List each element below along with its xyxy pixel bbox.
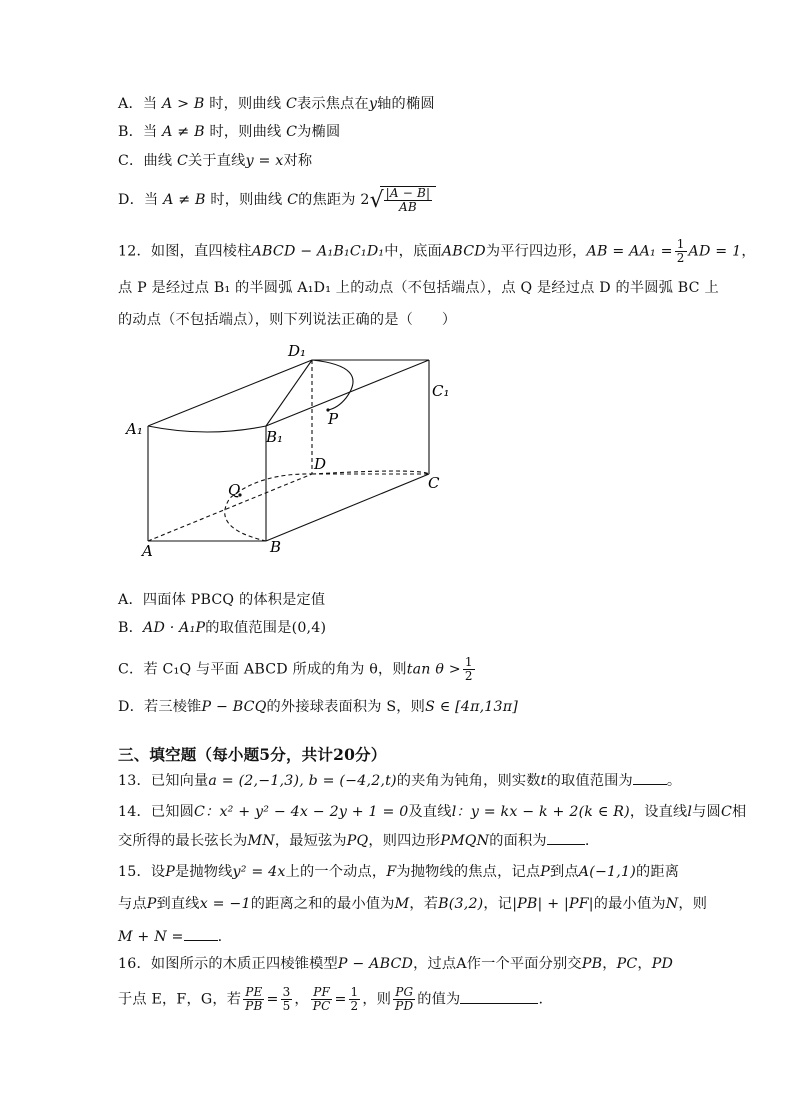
q11-a-tail: 轴的椭圆 (377, 96, 435, 112)
q15-l2h: B(3,2) (438, 896, 484, 912)
q16-d: PB (581, 956, 603, 972)
q11-option-c (118, 151, 312, 171)
q16-f: PC (616, 956, 638, 972)
q15-l2j: |PB| + |PF| (512, 896, 594, 912)
q14-l2b: MN (247, 833, 275, 849)
q12-b-prefix: B． (118, 620, 144, 636)
q16-frac-3-5 (281, 986, 293, 1013)
q11-c-math: y = x (245, 153, 284, 169)
q12-half (675, 238, 687, 265)
q16-frac-1-2 (349, 986, 361, 1013)
q12-option-a: A．四面体 PBCQ 的体积是定值 (118, 592, 326, 608)
q16-then: ，则 (362, 991, 392, 1008)
q16-1: 1 (350, 985, 359, 999)
q16-e: ， (602, 956, 617, 972)
q16-b: P − ABCD (337, 956, 414, 972)
q11-b-c: C (286, 124, 298, 140)
q11-d-den: AB (399, 200, 417, 214)
q15-point-a: A(−1,1) (578, 864, 636, 880)
q11-d-prefix: D．当 (118, 192, 159, 208)
label-a1: A₁ (126, 420, 143, 438)
q15-f: F (386, 864, 397, 880)
q15-g: 为抛物线的焦点，记点 (396, 864, 541, 880)
q13-e: 的取值范围为 (546, 773, 633, 789)
q16-eq1: = (266, 991, 279, 1008)
q15-l2c: 到直线 (156, 896, 200, 912)
q12-d-math: P − BCQ (201, 699, 267, 715)
q12-half-num: 1 (676, 237, 685, 251)
q15-parabola: y² = 4x (232, 864, 286, 880)
prism-figure (120, 338, 460, 560)
q11-a-math: A > B (161, 96, 205, 112)
q16-pd: PD (395, 999, 414, 1013)
q14-answer-blank[interactable] (547, 830, 585, 845)
q16-2: 2 (350, 999, 359, 1013)
q14-c: 及直线 (408, 804, 452, 820)
q16-line1 (118, 954, 673, 974)
q11-c-prefix: C．曲线 (118, 153, 173, 169)
q15-e: 上的一个动点， (285, 864, 387, 880)
q16-pb: PB (245, 999, 263, 1013)
q15-i: 到点 (550, 864, 579, 880)
q15-line3 (118, 926, 222, 947)
q12-l1h: AD = 1 (688, 243, 742, 260)
q11-b-prefix: B．当 (118, 124, 158, 140)
q13-answer-blank[interactable] (633, 770, 667, 785)
q16-pc: PC (312, 999, 331, 1013)
q14-l2c: ，最短弦为 (274, 833, 347, 849)
q11-option-a (118, 94, 435, 114)
arc-d1-p (312, 360, 353, 410)
q12-l1e: 为平行四边形， (485, 243, 587, 260)
q16-c: ，过点A作一个平面分别交 (413, 956, 582, 972)
q14-e: ，设直线 (629, 804, 688, 820)
q11-c-mid: 关于直线 (188, 153, 246, 169)
q16-comma: ， (294, 991, 309, 1008)
q14-l2h: . (584, 833, 590, 849)
q13-a: 13．已知向量 (118, 773, 209, 789)
q11-b-math: A ≠ B (162, 124, 205, 140)
q12-c-text: C．若 C₁Q 与平面 ABCD 所成的角为 θ，则 (118, 661, 407, 678)
q12-l1c: 中，底面 (384, 243, 442, 260)
q11-a-mid: 时，则曲线 (209, 96, 282, 112)
q11-d-coef: 2 (360, 192, 370, 208)
q16-pe: PE (243, 986, 264, 1000)
q16-eq2: = (334, 991, 347, 1008)
q11-c-c: C (176, 153, 188, 169)
q16-3: 3 (282, 985, 291, 999)
q12-line2: 点 P 是经过点 B₁ 的半圆弧 A₁D₁ 上的动点（不包括端点），点 Q 是经过点 D 的半圆弧 BC 上 (118, 280, 719, 296)
q12-d-mid: 的外接球表面积为 S，则 (266, 699, 426, 715)
q16-pf: PF (311, 986, 333, 1000)
q16-a: 16．如图所示的木质正四棱锥模型 (118, 956, 338, 972)
q11-a-end: 表示焦点在 (297, 96, 369, 112)
q15-c: 是抛物线 (174, 864, 233, 880)
q12-c-num: 1 (464, 655, 473, 669)
label-b1: B₁ (266, 428, 284, 446)
q11-b-mid: 时，则曲线 (209, 124, 282, 140)
q14-line1 (118, 802, 746, 822)
q16-g: ， (637, 956, 652, 972)
q11-d-math: A ≠ B (163, 192, 206, 208)
q11-d-num: |A − B| (385, 186, 431, 200)
q12-d-prefix: D．若三棱锥 (118, 699, 202, 715)
q12-b-math: AD · A₁P (143, 620, 206, 636)
q14-a: 14．已知圆 (118, 804, 195, 820)
q12-c-den: 2 (464, 669, 473, 683)
q14-i: 相 (732, 804, 747, 820)
q12-l1b: ABCD − A₁B₁C₁D₁ (251, 243, 385, 260)
q13-f: 。 (666, 773, 682, 789)
q15-l2e: 的距离之和的最小值为 (250, 896, 395, 912)
q12-half-den: 2 (676, 251, 685, 265)
label-b: B (270, 538, 282, 556)
q12-b-range: (0,4) (291, 620, 327, 636)
q14-line-eq: l：y = kx − k + 2(k ∈ R) (451, 804, 630, 820)
label-d: D (314, 455, 327, 473)
q12-c-frac (463, 656, 475, 683)
q15-l2l: N (665, 896, 679, 912)
q13-vectors: a = (2,−1,3), b = (−4,2,t) (208, 773, 397, 789)
q16-l2k: 的值为 (417, 991, 461, 1008)
q15-l2d: x = −1 (199, 896, 251, 912)
q16-pg: PG (393, 986, 415, 1000)
q14-h: C (720, 804, 732, 820)
q16-frac-pf-pc (311, 986, 333, 1013)
q11-c-tail: 对称 (283, 153, 313, 169)
q16-answer-blank[interactable] (460, 989, 538, 1004)
q11-d-mid: 时，则曲线 (210, 192, 283, 208)
label-c1: C₁ (432, 382, 450, 400)
q15-l2m: ，则 (678, 896, 708, 912)
edge-b-c (266, 474, 429, 541)
section-heading: 三、填空题（每小题5分，共计20分） (118, 745, 387, 764)
q14-l2f: PMQN (440, 833, 490, 849)
q11-a-y: y (368, 96, 378, 112)
q15-l2f: M (394, 896, 410, 912)
q15-l2b: P (146, 896, 157, 912)
q11-d-c: C (287, 192, 299, 208)
q12-c-math: tan θ > (406, 661, 461, 678)
q16-l2a: 于点 E，F，G，若 (118, 991, 242, 1008)
q12-line3: 的动点（不包括端点），则下列说法正确的是（ ） (118, 312, 457, 328)
q16-l2l: . (538, 991, 544, 1008)
q16-5: 5 (282, 999, 291, 1013)
q15-l3b: . (217, 929, 223, 945)
q12-l1d: ABCD (441, 243, 486, 260)
q12-option-c (118, 656, 477, 683)
q12-option-b (118, 618, 326, 638)
q15-l2k: 的最小值为 (593, 896, 666, 912)
label-d1: D₁ (288, 342, 307, 360)
q12-l1f: AB = AA₁ = (586, 243, 673, 260)
q13 (118, 770, 681, 791)
q14-l2a: 交所得的最长弦长为 (118, 833, 248, 849)
arc-a1-b1 (148, 426, 266, 432)
q15-l3a: M + N = (118, 929, 184, 945)
q16-frac-pe-pb (243, 986, 264, 1013)
q11-d-end: 的焦距为 (298, 192, 356, 208)
q15-b: P (165, 864, 175, 880)
edge-a1-d1 (148, 360, 312, 426)
q12-b-mid: 的取值范围是 (205, 620, 292, 636)
q14-line2 (118, 830, 590, 851)
q11-b-tail: 为椭圆 (297, 124, 341, 140)
q16-h: PD (651, 956, 674, 972)
q11-option-b (118, 122, 340, 142)
q13-t: t (540, 773, 547, 789)
q11-d-sqrt: √ $\frac{|A - B|}{AB}$ (370, 186, 437, 214)
label-q: Q (228, 481, 241, 499)
q15-a: 15．设 (118, 864, 166, 880)
q11-option-d (118, 186, 436, 214)
q15-k: 的距离 (635, 864, 680, 880)
label-p: P (328, 410, 339, 428)
q15-l2i: ，记 (483, 896, 513, 912)
label-a: A (142, 542, 153, 560)
q11-a-c: C (285, 96, 297, 112)
q12-option-d (118, 697, 518, 717)
q14-l2d: PQ (346, 833, 369, 849)
q12-l1a: 12．如图，直四棱柱 (118, 243, 252, 260)
q13-c: 的夹角为钝角，则实数 (396, 773, 541, 789)
q12-l1i: ， (741, 243, 756, 260)
q15-l2g: ，若 (409, 896, 439, 912)
q12-d-range: S ∈ [4π,13π] (425, 699, 519, 715)
q14-f: l (687, 804, 693, 820)
q16-line2 (118, 986, 543, 1013)
q15-line2 (118, 894, 707, 914)
q16-frac-pg-pd (393, 986, 415, 1013)
label-c: C (428, 474, 440, 492)
q14-g: 与圆 (692, 804, 721, 820)
q15-h: P (540, 864, 550, 880)
q14-l2e: ，则四边形 (368, 833, 441, 849)
q15-l2a: 与点 (118, 896, 147, 912)
q14-circle: C：x² + y² − 4x − 2y + 1 = 0 (194, 804, 409, 820)
q12-line1 (118, 238, 756, 265)
q15-line1 (118, 862, 679, 882)
q11-a-prefix: A．当 (118, 96, 158, 112)
q15-answer-blank[interactable] (184, 926, 218, 941)
q14-l2g: 的面积为 (489, 833, 547, 849)
